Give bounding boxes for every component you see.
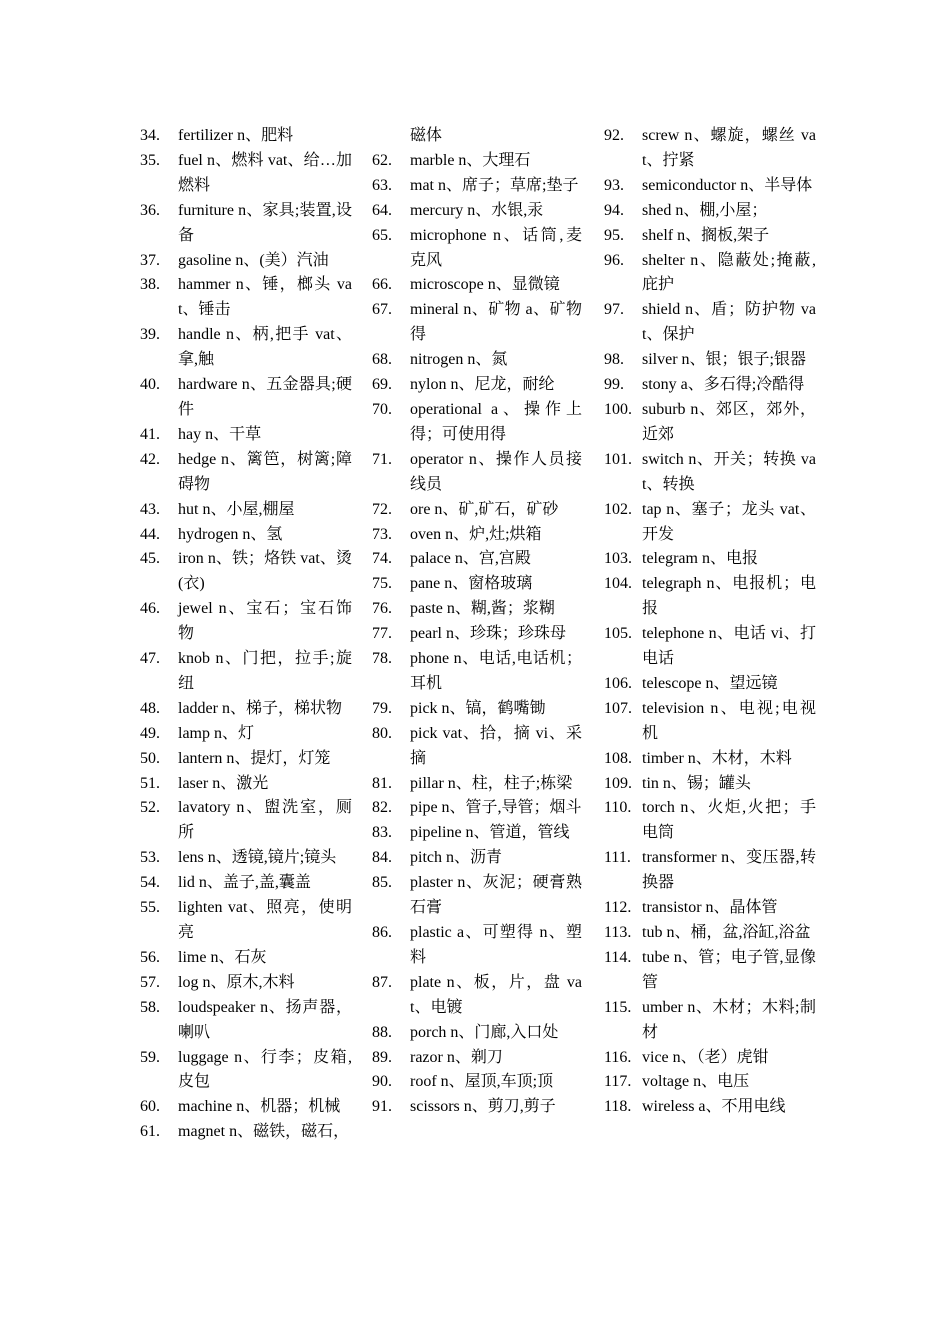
- vocab-entry: [140, 373, 352, 423]
- entry-text: pick vat、拾，摘 vi、采摘: [410, 724, 582, 767]
- vocab-entry: [372, 697, 582, 722]
- entry-number: 63.: [372, 176, 392, 194]
- entry-text: mineral n、矿物 a、矿物得: [410, 301, 582, 344]
- vocab-entry: [604, 846, 816, 896]
- entry-text: nylon n、尼龙，耐纶: [410, 376, 555, 394]
- vocab-entry: [140, 722, 352, 747]
- vocab-entry: [604, 572, 816, 622]
- entry-text: transformer n、变压器,转换器: [642, 849, 816, 892]
- entry-number: 78.: [372, 650, 392, 668]
- vocab-entry: [372, 821, 582, 846]
- entry-text: scissors n、剪刀,剪子: [410, 1098, 556, 1116]
- vocab-entry: [604, 373, 816, 398]
- entry-number: 65.: [372, 226, 392, 244]
- entry-number: 55.: [140, 899, 160, 917]
- entry-number: 39.: [140, 326, 160, 344]
- entry-text: hardware n、五金器具;硬件: [178, 376, 352, 418]
- entry-text: shed n、棚,小屋；: [642, 201, 768, 219]
- entry-text: machine n、机器；机械: [178, 1098, 341, 1116]
- vocab-entry: [604, 896, 816, 921]
- entry-text: iron n、铁；烙铁 vat、烫(衣): [178, 550, 352, 593]
- entry-number: 56.: [140, 948, 160, 966]
- entry-text: suburb n、郊区，郊外，近郊: [642, 400, 816, 443]
- entry-number: 106.: [604, 674, 632, 692]
- vocab-entry: [372, 298, 582, 348]
- entry-number: 110.: [604, 799, 632, 817]
- entry-text: lighten vat、照亮，使明亮: [178, 899, 352, 941]
- entry-number: 61.: [140, 1123, 160, 1141]
- entry-number: 51.: [140, 774, 160, 792]
- entry-number: 36.: [140, 201, 160, 219]
- entry-text: lens n、透镜,镜片;镜头: [178, 849, 337, 867]
- entry-number: 95.: [604, 226, 624, 244]
- entry-number: 66.: [372, 276, 392, 294]
- vocab-entry: [604, 996, 816, 1046]
- entry-number: 89.: [372, 1048, 392, 1066]
- entry-text: stony a、多石得;冷酷得: [642, 376, 805, 394]
- vocab-entry: [140, 199, 352, 249]
- entry-number: 58.: [140, 998, 160, 1016]
- entry-number: 52.: [140, 799, 160, 817]
- entry-text: hedge n、篱笆，树篱;障碍物: [178, 450, 352, 493]
- entry-text: ladder n、梯子，梯状物: [178, 699, 342, 717]
- vocab-entry: [604, 199, 816, 224]
- entry-text: operator n、操作人员接线员: [410, 450, 582, 493]
- entry-number: 104.: [604, 575, 632, 593]
- vocab-entry: [604, 224, 816, 249]
- vocab-entry: [372, 1021, 582, 1046]
- vocab-entry: [604, 921, 816, 946]
- vocab-entry: [372, 871, 582, 921]
- vocab-column-3: [604, 124, 816, 1120]
- entry-text: gasoline n、(美）汽油: [178, 251, 329, 269]
- vocab-entry: [372, 174, 582, 199]
- entry-text: ore n、矿,矿石，矿砂: [410, 500, 559, 518]
- entry-number: 116.: [604, 1048, 632, 1066]
- entry-number: 67.: [372, 301, 392, 319]
- entry-text: plaster n、灰泥；硬膏熟石膏: [410, 874, 582, 917]
- vocab-entry: [604, 348, 816, 373]
- vocab-entry: [372, 398, 582, 448]
- vocab-entry: [372, 149, 582, 174]
- entry-text: microscope n、显微镜: [410, 276, 560, 294]
- entry-number: 48.: [140, 699, 160, 717]
- entry-text: telescope n、望远镜: [642, 674, 778, 692]
- vocab-entry: [372, 846, 582, 871]
- entry-number: 101.: [604, 450, 632, 468]
- entry-text: tin n、锡；罐头: [642, 774, 751, 792]
- vocab-entry: [140, 249, 352, 274]
- entry-text: fuel n、燃料 vat、给…加燃料: [178, 151, 352, 194]
- vocab-entry: [372, 523, 582, 548]
- entry-text: lamp n、灯: [178, 724, 254, 742]
- entry-number: 94.: [604, 201, 624, 219]
- entry-number: 45.: [140, 550, 160, 568]
- entry-number: 70.: [372, 400, 392, 418]
- entry-text: lime n、石灰: [178, 948, 267, 966]
- entry-number: 37.: [140, 251, 160, 269]
- entry-text: semiconductor n、半导体: [642, 176, 813, 194]
- entry-text: pipe n、管子,导管；烟斗: [410, 799, 582, 817]
- vocab-entry: [604, 547, 816, 572]
- entry-text: loudspeaker n、扬声器，喇叭: [178, 998, 352, 1041]
- entry-text: timber n、木材，木料: [642, 749, 792, 767]
- entry-text: microphone n、话筒,麦克风: [410, 226, 582, 269]
- entry-number: 100.: [604, 400, 632, 418]
- entry-number: 47.: [140, 650, 160, 668]
- vocab-entry: [140, 498, 352, 523]
- vocab-entry: [140, 796, 352, 846]
- entry-number: 64.: [372, 201, 392, 219]
- entry-number: 109.: [604, 774, 632, 792]
- entry-number: 107.: [604, 699, 632, 717]
- entry-number: 81.: [372, 774, 392, 792]
- vocab-entry: [372, 498, 582, 523]
- vocab-entry: [372, 547, 582, 572]
- entry-text: tap n、塞子；龙头 vat、开发: [642, 500, 816, 543]
- entry-number: 54.: [140, 874, 160, 892]
- continuation-text: 磁体: [410, 127, 443, 144]
- entry-text: mercury n、水银,汞: [410, 201, 544, 219]
- vocab-entry: [140, 697, 352, 722]
- entry-number: 74.: [372, 550, 392, 568]
- entry-text: wireless a、不用电线: [642, 1098, 786, 1116]
- entry-number: 98.: [604, 351, 624, 369]
- entry-number: 71.: [372, 450, 392, 468]
- vocab-entry: [372, 1070, 582, 1095]
- entry-text: television n、电视;电视机: [642, 699, 816, 742]
- entry-text: knob n、门把，拉手;旋纽: [178, 650, 352, 692]
- entry-text: telegram n、电报: [642, 550, 758, 568]
- entry-number: 86.: [372, 924, 392, 941]
- vocab-entry: [604, 622, 816, 672]
- vocab-entry: [604, 1095, 816, 1120]
- entry-number: 77.: [372, 625, 392, 643]
- vocab-entry: [372, 572, 582, 597]
- entry-text: shield n、盾；防护物 vat、保护: [642, 301, 816, 344]
- entry-number: 87.: [372, 973, 392, 991]
- vocab-entry: [372, 921, 582, 971]
- entry-text: telephone n、电话 vi、打电话: [642, 625, 816, 668]
- entry-text: plastic a、可塑得 n、塑料: [410, 924, 582, 966]
- entry-number: 49.: [140, 724, 160, 742]
- entry-text: telegraph n、电报机；电报: [642, 575, 816, 618]
- entry-text: roof n、屋顶,车顶;顶: [410, 1073, 554, 1091]
- vocab-entry: [140, 448, 352, 498]
- entry-number: 111.: [604, 849, 631, 867]
- entry-number: 44.: [140, 525, 160, 543]
- entry-text: shelter n、隐蔽处;掩蔽,庇护: [642, 251, 816, 294]
- vocab-entry: [372, 224, 582, 274]
- entry-text: marble n、大理石: [410, 151, 531, 169]
- entry-number: 97.: [604, 301, 624, 319]
- entry-text: paste n、糊,酱；浆糊: [410, 600, 555, 618]
- entry-number: 73.: [372, 525, 392, 543]
- vocab-entry: [372, 199, 582, 224]
- entry-text: vice n、（老）虎钳: [642, 1048, 769, 1066]
- entry-text: shelf n、搁板,架子: [642, 226, 770, 244]
- vocab-column-2: [372, 124, 582, 1120]
- entry-text: hydrogen n、氢: [178, 525, 283, 543]
- entry-number: 114.: [604, 948, 632, 966]
- vocab-column-1: [140, 124, 352, 1145]
- vocab-entry: [140, 124, 352, 149]
- entry-text: transistor n、晶体管: [642, 899, 778, 917]
- entry-text: switch n、开关；转换 vat、转换: [642, 450, 816, 493]
- entry-number: 38.: [140, 276, 160, 294]
- vocab-entry: [604, 174, 816, 199]
- entry-number: 53.: [140, 849, 160, 867]
- vocab-entry: [140, 846, 352, 871]
- entry-number: 43.: [140, 500, 160, 518]
- entry-text: handle n、柄,把手 vat、拿,触: [178, 326, 352, 369]
- vocab-entry: [140, 1095, 352, 1120]
- vocab-entry: [372, 647, 582, 697]
- vocab-entry: [372, 273, 582, 298]
- entry-number: 108.: [604, 749, 632, 767]
- vocab-entry: [372, 796, 582, 821]
- entry-text: umber n、木材；木料;制材: [642, 998, 816, 1041]
- entry-text: hammer n、锤，榔头 vat、锤击: [178, 276, 352, 319]
- entry-number: 113.: [604, 924, 632, 941]
- entry-number: 118.: [604, 1098, 632, 1116]
- entry-text: tube n、管；电子管,显像管: [642, 948, 816, 991]
- vocab-entry: [372, 597, 582, 622]
- vocab-entry: [372, 1095, 582, 1120]
- entry-text: silver n、银；银子;银器: [642, 351, 806, 369]
- vocab-entry: [140, 1046, 352, 1096]
- vocab-entry: [140, 273, 352, 323]
- entry-text: laser n、激光: [178, 774, 269, 792]
- entry-number: 117.: [604, 1073, 632, 1091]
- entry-number: 99.: [604, 376, 624, 394]
- entry-number: 35.: [140, 151, 160, 169]
- entry-text: furniture n、家具;装置,设备: [178, 201, 352, 244]
- entry-text: lid n、盖子,盖,囊盖: [178, 874, 311, 892]
- entry-text: lavatory n、盥洗室，厕所: [178, 799, 352, 842]
- vocab-entry: [604, 772, 816, 797]
- vocab-entry: [372, 348, 582, 373]
- entry-number: 105.: [604, 625, 632, 643]
- vocab-entry: [604, 398, 816, 448]
- vocab-entry: [140, 523, 352, 548]
- entry-number: 46.: [140, 600, 160, 618]
- vocab-entry: [604, 1046, 816, 1071]
- entry-text: pick n、镐，鹤嘴锄: [410, 699, 546, 717]
- vocab-entry: [372, 622, 582, 647]
- entry-text: porch n、门廊,入口处: [410, 1023, 559, 1041]
- vocab-entry: [372, 1046, 582, 1071]
- entry-text: plate n、板，片，盘 vat、电镀: [410, 973, 582, 1016]
- entry-number: 112.: [604, 899, 632, 917]
- entry-text: palace n、宫,宫殿: [410, 550, 531, 568]
- entry-number: 102.: [604, 500, 632, 518]
- vocab-entry: [140, 149, 352, 199]
- vocab-entry: [604, 672, 816, 697]
- vocab-entry: [372, 373, 582, 398]
- vocab-entry: [604, 946, 816, 996]
- entry-number: 69.: [372, 376, 392, 394]
- entry-text: hut n、小屋,棚屋: [178, 500, 295, 518]
- vocab-entry: [604, 796, 816, 846]
- vocab-entry: [372, 772, 582, 797]
- entry-number: 103.: [604, 550, 632, 568]
- entry-text: pane n、窗格玻璃: [410, 575, 533, 593]
- vocab-entry: [140, 747, 352, 772]
- entry-text: pillar n、柱，柱子;栋梁: [410, 774, 573, 792]
- entry-number: 80.: [372, 724, 392, 742]
- entry-text: tub n、桶，盆,浴缸,浴盆: [642, 924, 811, 941]
- entry-number: 92.: [604, 127, 624, 144]
- vocab-entry: [604, 1070, 816, 1095]
- vocab-entry: [140, 597, 352, 647]
- entry-number: 115.: [604, 998, 632, 1016]
- entry-text: log n、原木,木料: [178, 973, 295, 991]
- entry-number: 96.: [604, 251, 624, 269]
- entry-number: 34.: [140, 127, 160, 144]
- entry-text: operational a、操作上得；可使用得: [410, 400, 582, 443]
- entry-text: mat n、席子；草席;垫子: [410, 176, 579, 194]
- vocab-entry: [604, 249, 816, 299]
- vocab-entry: [140, 996, 352, 1046]
- entry-number: 93.: [604, 176, 624, 194]
- entry-text: oven n、炉,灶;烘箱: [410, 525, 542, 543]
- vocab-entry: [140, 772, 352, 797]
- entry-number: 82.: [372, 799, 392, 817]
- vocab-entry: [604, 747, 816, 772]
- entry-number: 76.: [372, 600, 392, 618]
- entry-number: 42.: [140, 450, 160, 468]
- entry-number: 75.: [372, 575, 392, 593]
- vocab-entry: [372, 971, 582, 1021]
- entry-number: 59.: [140, 1048, 160, 1066]
- entry-number: 91.: [372, 1098, 392, 1116]
- entry-text: lantern n、提灯，灯笼: [178, 749, 331, 767]
- entry-number: 50.: [140, 749, 160, 767]
- entry-number: 60.: [140, 1098, 160, 1116]
- entry-number: 41.: [140, 425, 160, 443]
- entry-number: 79.: [372, 699, 392, 717]
- entry-number: 40.: [140, 376, 160, 394]
- entry-text: screw n、螺旋，螺丝 vat、拧紧: [642, 127, 816, 169]
- vocab-entry: [140, 971, 352, 996]
- vocab-entry: [604, 697, 816, 747]
- vocab-entry: [140, 423, 352, 448]
- vocab-entry: [140, 323, 352, 373]
- vocab-entry: [372, 448, 582, 498]
- vocab-entry: [140, 896, 352, 946]
- entry-number: 83.: [372, 824, 392, 842]
- entry-text: magnet n、磁铁，磁石，: [178, 1123, 350, 1141]
- vocab-entry: [140, 946, 352, 971]
- entry-number: 88.: [372, 1023, 392, 1041]
- entry-text: hay n、干草: [178, 425, 262, 443]
- entry-number: 72.: [372, 500, 392, 518]
- entry-number: 85.: [372, 874, 392, 892]
- entry-number: 57.: [140, 973, 160, 991]
- entry-text: razor n、剃刀: [410, 1048, 503, 1066]
- entry-number: 68.: [372, 351, 392, 369]
- entry-number: 84.: [372, 849, 392, 867]
- entry-text: nitrogen n、氮: [410, 351, 508, 369]
- vocab-entry: [140, 647, 352, 697]
- entry-text: torch n、火炬,火把；手电筒: [642, 799, 816, 842]
- entry-text: luggage n、行李；皮箱,皮包: [178, 1048, 352, 1091]
- vocab-entry: [140, 547, 352, 597]
- vocab-entry: [604, 124, 816, 174]
- vocab-entry: [604, 448, 816, 498]
- entry-number: 90.: [372, 1073, 392, 1091]
- entry-text: fertilizer n、肥料: [178, 127, 294, 144]
- entry-text: pearl n、珍珠；珍珠母: [410, 625, 566, 643]
- entry-number: 62.: [372, 151, 392, 169]
- vocab-entry: [604, 298, 816, 348]
- vocab-entry: [604, 498, 816, 548]
- entry-text: pipeline n、管道，管线: [410, 824, 570, 842]
- vocab-entry: [140, 871, 352, 896]
- entry-text: voltage n、电压: [642, 1073, 750, 1091]
- vocab-entry: [140, 1120, 352, 1145]
- entry-text: jewel n、宝石；宝石饰物: [178, 600, 352, 643]
- entry-text: pitch n、沥青: [410, 849, 502, 867]
- vocab-entry: [372, 722, 582, 772]
- entry-text: phone n、电话,电话机；耳机: [410, 650, 582, 692]
